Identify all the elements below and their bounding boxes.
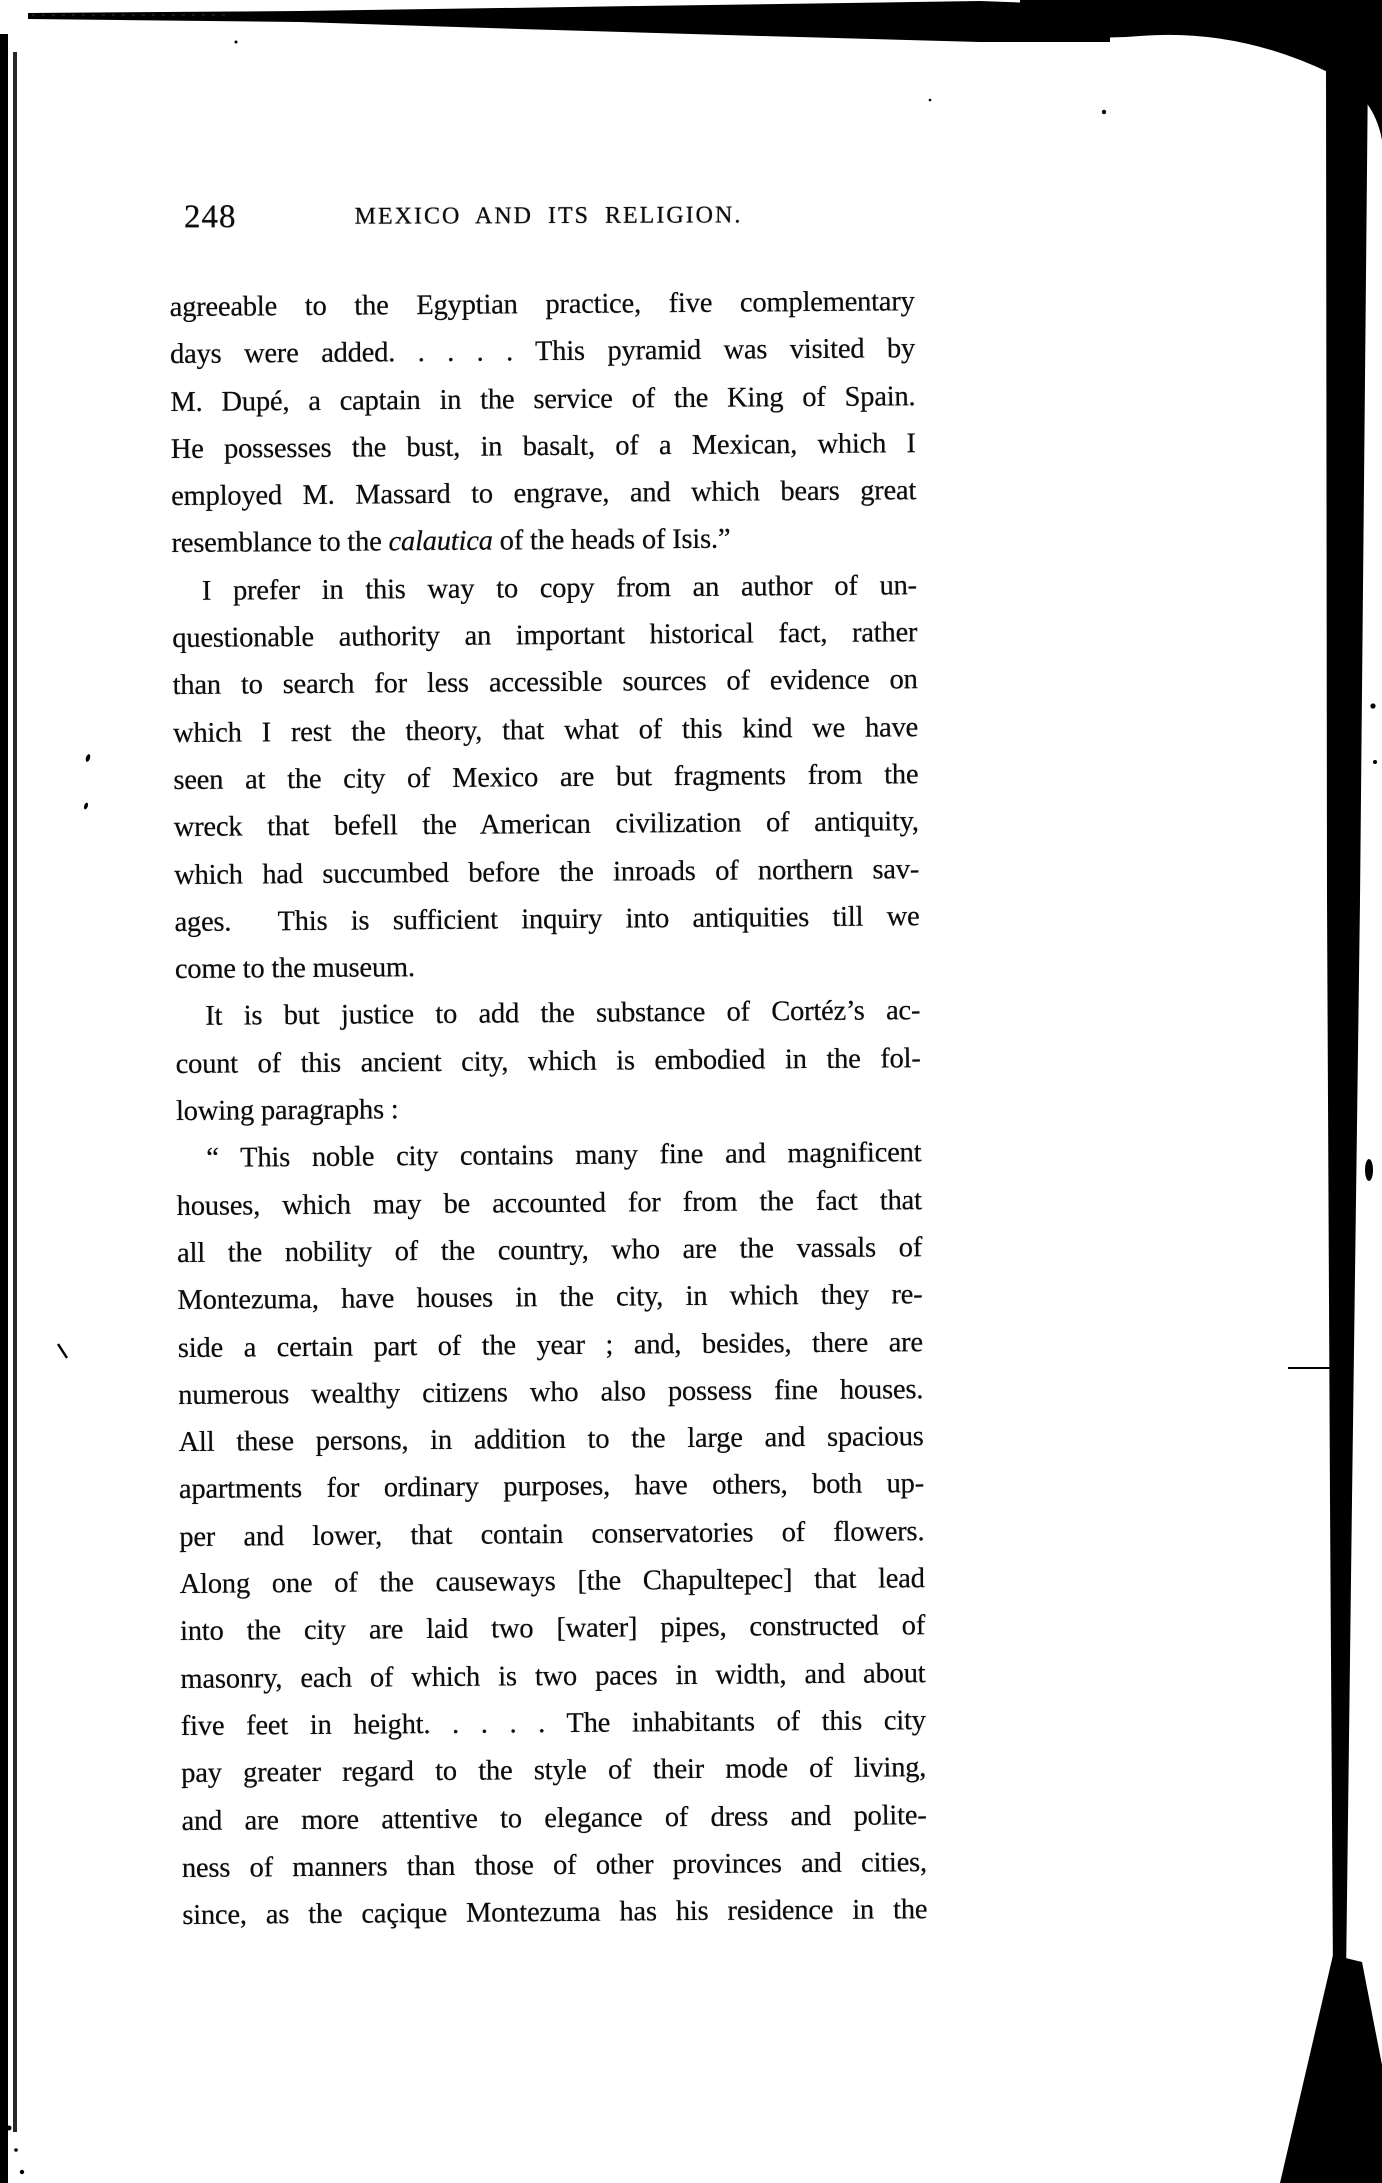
- right-edge-shadow: [1326, 60, 1368, 1978]
- bottom-right-corner-shadow: [1280, 1955, 1382, 2183]
- text-line: which had succumbed before the inroads of northern sav-: [174, 853, 920, 891]
- binding-line-outer: [0, 34, 8, 2183]
- text-line: wreck that befell the American civilization of antiquity,: [173, 806, 919, 844]
- text-line: Montezuma, have houses in the city, in which they re-: [177, 1279, 923, 1317]
- text-line: seen at the city of Mexico are but fragments from the: [173, 759, 919, 796]
- text-line: Along one of the causeways [the Chapultepec] that lead: [179, 1563, 925, 1601]
- text-line: since, as the caçique Montezuma has his residence in the: [182, 1894, 928, 1932]
- text-line: agreeable to the Egyptian practice, five complementary: [169, 286, 915, 324]
- text-line: questionable authority an important historical fact, rather: [172, 617, 918, 655]
- text-line: and are more attentive to elegance of dress and polite-: [181, 1799, 927, 1837]
- text-line: numerous wealthy citizens who also possess fine houses.: [178, 1373, 924, 1411]
- text-line: apartments for ordinary purposes, have others, both up-: [178, 1468, 925, 1506]
- text-line: I prefer in this way to copy from an author of un-: [201, 569, 918, 607]
- text-line: which I rest the theory, that what of this kind we have: [172, 711, 919, 749]
- page-header: [176, 197, 921, 244]
- text-line: He possesses the bust, in basalt, of a Mexican, which I: [170, 428, 916, 465]
- text-line: pay greater regard to the style of their mode of living,: [181, 1752, 927, 1790]
- text-line: come to the museum.: [174, 952, 415, 986]
- binding-line-inner: [13, 52, 17, 2132]
- text-line: per and lower, that contain conservatories of flowers.: [179, 1515, 925, 1553]
- text-line: All these persons, in addition to the large and spacious: [178, 1421, 924, 1459]
- text-line: employed M. Massard to engrave, and which bears great: [171, 475, 917, 513]
- text-line: resemblance to the calautica of the heads of Isis.”: [171, 524, 731, 560]
- text-line: ages. This is sufficient inquiry into antiquities till we: [174, 901, 920, 938]
- text-line: M. Dupé, a captain in the service of the King of Spain.: [170, 380, 916, 418]
- body-text: [169, 278, 927, 1939]
- text-line: lowing paragraphs :: [175, 1094, 399, 1128]
- text-line: masonry, each of which is two paces in width, and about: [180, 1657, 926, 1695]
- page-number: 248: [183, 199, 237, 236]
- text-line: count of this ancient city, which is embodied in the fol-: [175, 1042, 921, 1080]
- running-title: MEXICO AND ITS RELIGION.: [354, 202, 743, 230]
- text-line: than to search for less accessible sources of evidence on: [172, 664, 918, 702]
- text-line: houses, which may be accounted for from the fact that: [176, 1184, 922, 1222]
- text-line: It is but justice to add the substance of Cortéz’s ac-: [205, 995, 921, 1033]
- text-line: ness of manners than those of other provinces and cities,: [181, 1846, 928, 1884]
- text-line: all the nobility of the country, who are the vassals of: [176, 1232, 923, 1269]
- text-line: side a certain part of the year ; and, besides, there are: [177, 1326, 923, 1364]
- text-line: days were added. . . . . This pyramid was visited by: [169, 333, 916, 371]
- top-edge-shadow: [28, 1, 1110, 42]
- text-line: five feet in height. . . . . The inhabitants of this city: [180, 1705, 926, 1742]
- text-line: into the city are laid two [water] pipes, constructed of: [179, 1610, 926, 1648]
- text-line: “ This noble city contains many fine and magnificent: [206, 1137, 922, 1175]
